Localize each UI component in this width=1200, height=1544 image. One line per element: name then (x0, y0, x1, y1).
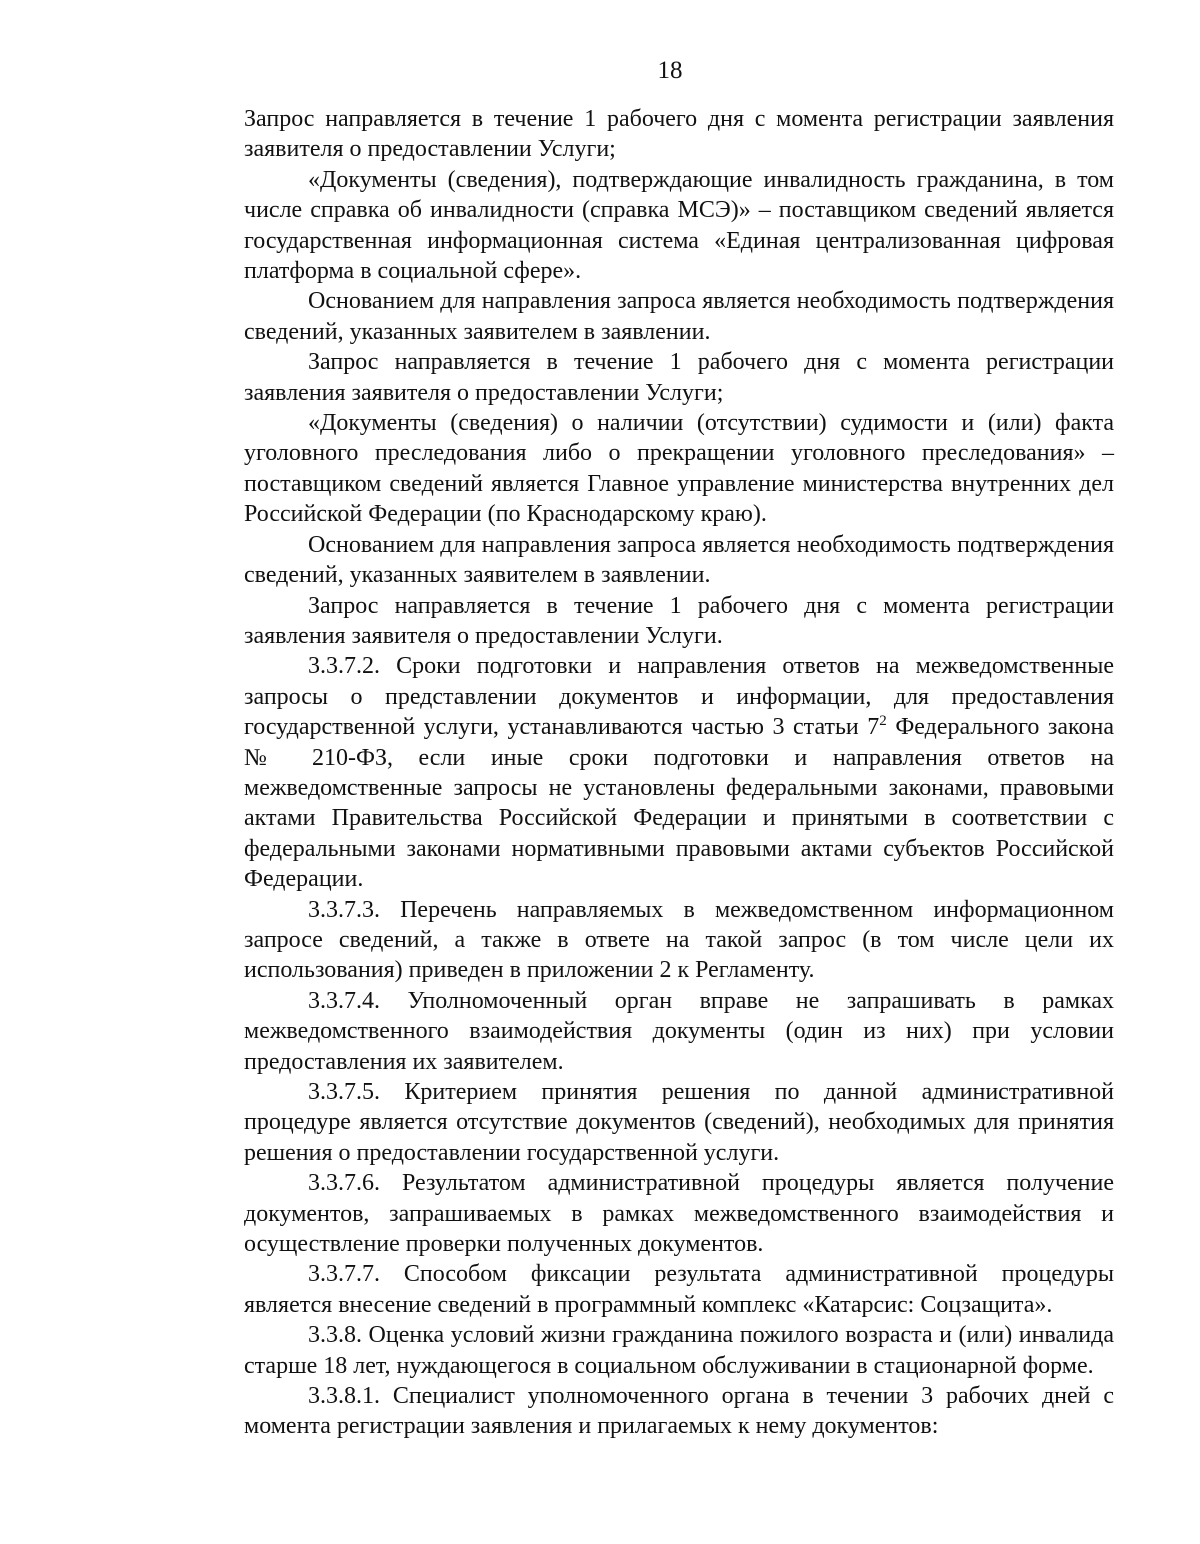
paragraph-3-3-7-5: 3.3.7.5. Критерием принятия решения по данной административной процедуре является отсутствие документов (сведений), необходимых для принятия решения о предоставлении государственной услуги. (244, 1079, 1114, 1166)
paragraph-criminal-record-documents: «Документы (сведения) о наличии (отсутствии) судимости и (или) факта уголовного преследования либо о прекращении уголовного преследования» – поставщиком сведений является Главное управление министерства внутренних дел Российской Федерации (по Краснодарскому краю). (244, 410, 1114, 528)
paragraph-request-deadline-2: Запрос направляется в течение 1 рабочего дня с момента регистрации заявления заявителя о предоставлении Услуги; (244, 349, 1114, 406)
page-number: 18 (657, 57, 683, 84)
paragraph-request-basis-1: Основанием для направления запроса является необходимость подтверждения сведений, указанных заявителем в заявлении. (244, 288, 1114, 345)
paragraph-3-3-7-2-after: Федерального закона № 210-ФЗ, если иные сроки подготовки и направления ответов на межведомственные запросы не установлены федеральными законами, правовыми актами Правительства Российской Федерации и принятыми в соответствии с федеральными законами нормативными правовыми актами субъектов Российской Федерации. (244, 714, 1114, 893)
paragraph-3-3-7-2-superscript: 2 (879, 713, 887, 730)
paragraph-3-3-7-7: 3.3.7.7. Способом фиксации результата административной процедуры является внесение сведений в программный комплекс «Катарсис: Соцзащита». (244, 1261, 1114, 1318)
paragraph-request-deadline-3: Запрос направляется в течение 1 рабочего дня с момента регистрации заявления заявителя о предоставлении Услуги. (244, 592, 1114, 649)
paragraph-request-deadline-1: Запрос направляется в течение 1 рабочего дня с момента регистрации заявления заявителя о предоставлении Услуги; (244, 106, 1114, 163)
document-body (244, 104, 1114, 1442)
paragraph-3-3-7-3: 3.3.7.3. Перечень направляемых в межведомственном информационном запросе сведений, а также в ответе на такой запрос (в том числе цели их использования) приведен в приложении 2 к Регламенту. (244, 896, 1114, 984)
paragraph-3-3-7-2 (244, 651, 1114, 894)
paragraph-request-basis-2: Основанием для направления запроса является необходимость подтверждения сведений, указанных заявителем в заявлении. (244, 531, 1114, 589)
paragraph-3-3-8: 3.3.8. Оценка условий жизни гражданина пожилого возраста и (или) инвалида старше 18 лет, нуждающегося в социальном обслуживании в стационарной форме. (244, 1322, 1114, 1379)
paragraph-disability-documents: «Документы (сведения), подтверждающие инвалидность гражданина, в том числе справка об инвалидности (справка МСЭ)» – поставщиком сведений является государственная информационная система «Единая централизованная цифровая платформа в социальной сфере». (244, 166, 1114, 285)
paragraph-3-3-7-6: 3.3.7.6. Результатом административной процедуры является получение документов, запрашиваемых в рамках межведомственного взаимодействия и осуществление проверки полученных документов. (244, 1170, 1114, 1258)
paragraph-3-3-7-2-before: 3.3.7.2. Сроки подготовки и направления ответов на межведомственные запросы о представлении документов и информации, для предоставления государственной услуги, устанавливаются частью 3 статьи 7 (244, 653, 1114, 741)
paragraph-3-3-7-4: 3.3.7.4. Уполномоченный орган вправе не запрашивать в рамках межведомственного взаимодействия документы (один из них) при условии предоставления их заявителем. (244, 987, 1114, 1075)
paragraph-3-3-8-1: 3.3.8.1. Специалист уполномоченного органа в течении 3 рабочих дней с момента регистрации заявления и прилагаемых к нему документов: (244, 1383, 1114, 1440)
